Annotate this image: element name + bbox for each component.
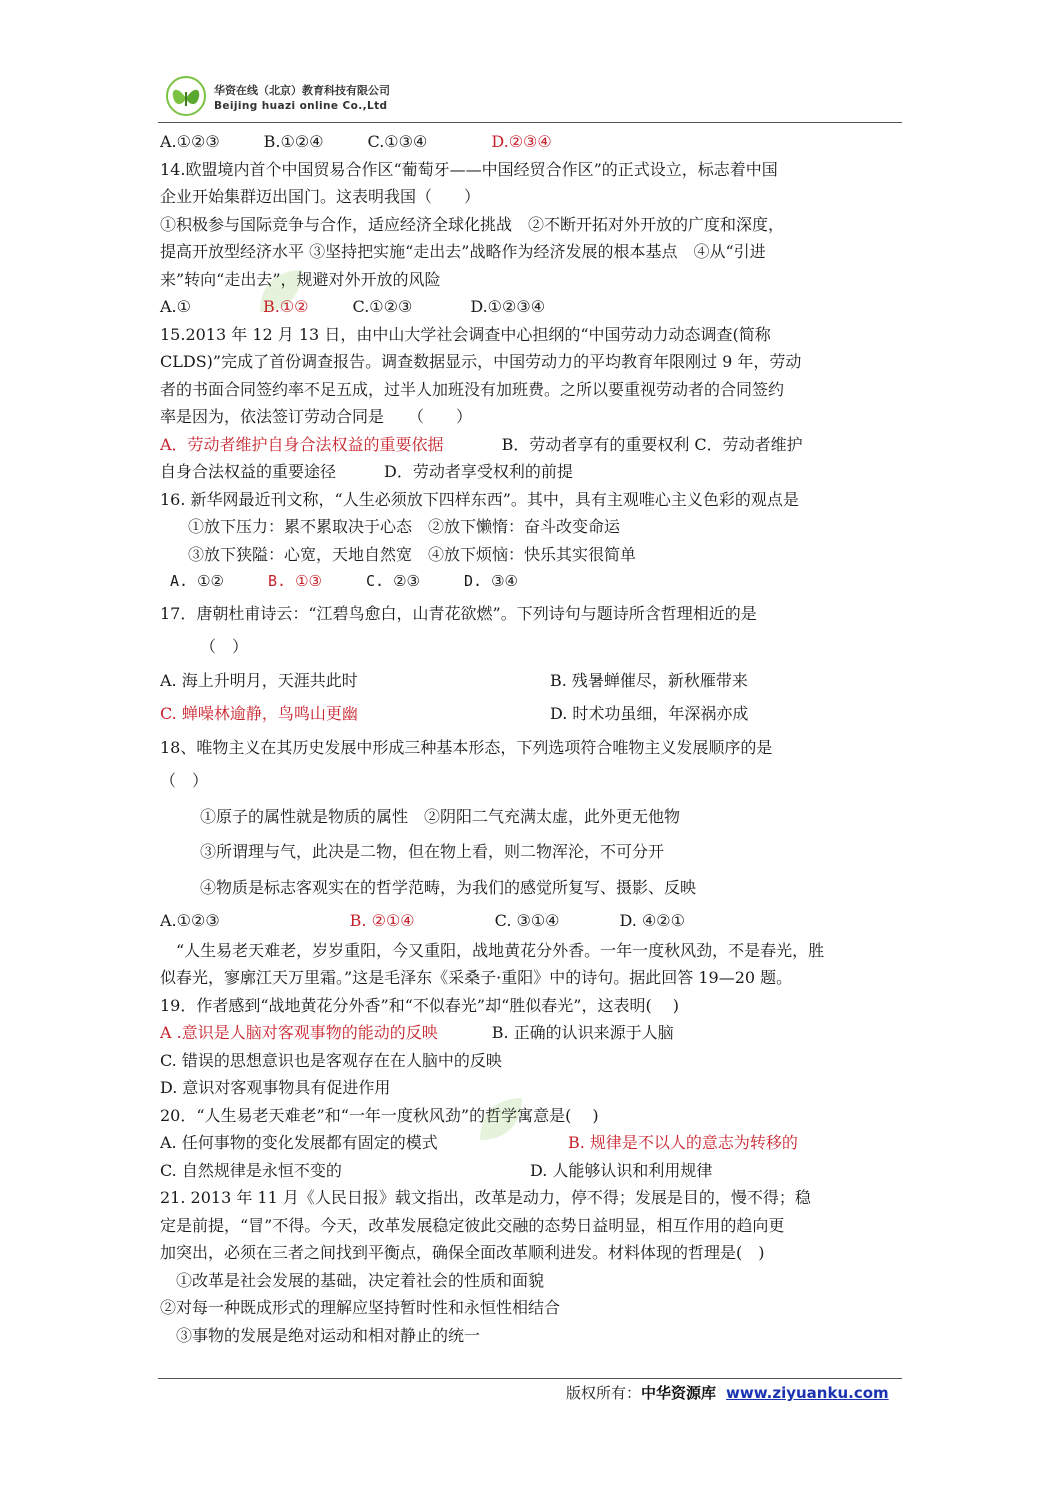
site-link[interactable]: www.ziyuanku.com [726,1384,889,1402]
q20-options-row: A. 任何事物的变化发展都有固定的模式 B. 规律是不以人的意志为转移的 [160,1129,900,1157]
q17-options-row: C. 蝉噪林逾静，鸟鸣山更幽 D. 时术功虽细，年深祸亦成 [160,700,900,728]
q16-line: 16. 新华网最近刊文称，“人生必须放下四样东西”。其中，具有主观唯心主义色彩的观点是 [160,489,799,509]
q21-line: 加突出，必须在三者之间找到平衡点，确保全面改革顺利进发。材料体现的哲理是( ) [160,1243,765,1262]
q15-options: 自身合法权益的重要途径 D．劳动者享受权利的前提 [160,462,573,481]
q15-line: 15.2013 年 12 月 13 日，由中山大学社会调查中心担纲的“中国劳动力动态调查(简称 [160,324,771,344]
q19-line: D. 意识对客观事物具有促进作用 [160,1078,391,1097]
exam-content [160,128,900,1349]
answer-option: B. ②①④ [349,911,415,930]
q13-options: A.①②③ B.①②④ C.①③④ D.②③④ [160,132,552,151]
q18-line: ①原子的属性就是物质的属性 ②阴阳二气充满太虚，此外更无他物 [200,806,681,826]
q19-line: 19．作者感到“战地黄花分外香”和“不似春光”却“胜似春光”，这表明( ) [160,995,680,1015]
q18-line: 18、唯物主义在其历史发展中形成三种基本形态，下列选项符合唯物主义发展顺序的是 [160,737,773,757]
q19-line: C. 错误的思想意识也是客观存在在人脑中的反映 [160,1050,502,1070]
answer-option: D.②③④ [491,132,552,151]
q19-options: A .意识是人脑对客观事物的能动的反映 B. 正确的认识来源于人脑 [160,1023,674,1042]
company-name-en: Beijing huazi online Co.,Ltd [214,100,388,112]
footer-rule [158,1378,902,1379]
q18-line: ④物质是标志客观实在的哲学范畴，为我们的感觉所复写、摄影、反映 [200,877,697,897]
header-rule [158,122,902,123]
q21-line: ②对每一种既成形式的理解应坚持暂时性和永恒性相结合 [160,1298,561,1317]
q15-line: 者的书面合同签约率不足五成，过半人加班没有加班费。之所以要重视劳动者的合同签约 [160,379,785,399]
q20-line: 20．“人生易老天难老”和“一年一度秋风劲”的哲学寓意是( ) [160,1105,599,1125]
poem-line: “人生易老天难老，岁岁重阳，今又重阳，战地黄花分外香。一年一度秋风劲，不是春光，胜 [176,940,825,960]
q14-line: 提高开放型经济水平 ③坚持把实施“走出去”战略作为经济发展的根本基点 ④从“引进 [160,242,766,261]
answer-option: B. 规律是不以人的意志为转移的 [568,1133,798,1152]
q18-options: A.①②③ B. ②①④ C. ③①④ D. ④②① [160,911,685,930]
q18-line: （ ） [160,771,209,790]
q21-line: ③事物的发展是绝对运动和相对静止的统一 [176,1325,481,1345]
q17-options-row: A. 海上升明月，天涯共此时 B. 残暑蝉催尽，新秋雁带来 [160,670,748,690]
answer-option: C. 蝉噪林逾静，鸟鸣山更幽 [160,704,358,723]
answer-option: A .意识是人脑对客观事物的能动的反映 [160,1023,438,1042]
q16-options: A. ①② B. ①③ C. ②③ D. ③④ [170,572,518,590]
footer [566,1382,889,1403]
q14-line: 来”转向“走出去”，规避对外开放的风险 [160,269,441,289]
q17-line: （ ） [200,637,249,656]
q17-line: 17．唐朝杜甫诗云：“江碧鸟愈白，山青花欲燃”。下列诗句与题诗所含哲理相近的是 [160,603,757,623]
poem-line: 似春光，寥廓江天万里霜。”这是毛泽东《采桑子·重阳》中的诗句。据此回答 19—20 题。 [160,968,793,987]
q21-line: ①改革是社会发展的基础，决定着社会的性质和面貌 [176,1270,545,1290]
q14-options: A.① B.①② C.①②③ D.①②③④ [160,297,546,316]
q15-line: CLDS)”完成了首份调查报告。调查数据显示，中国劳动力的平均教育年限刚过 9 年，劳动 [160,352,802,371]
q21-line: 定是前提，“冒”不得。今天，改革发展稳定彼此交融的态势日益明显，相互作用的趋向更 [160,1215,785,1235]
q14-line: ①积极参与国际竞争与合作，适应经济全球化挑战 ②不断开拓对外开放的广度和深度， [160,214,785,234]
q20-options-row: C. 自然规律是永恒不变的 D. 人能够认识和利用规律 [160,1160,713,1180]
site-name: 中华资源库 [641,1384,717,1402]
q16-line: ①放下压力：累不累取决于心态 ②放下懒惰：奋斗改变命运 [188,517,621,536]
company-name-cn: 华资在线（北京）教育科技有限公司 [214,84,390,97]
q21-line: 21. 2013 年 11 月《人民日报》载文指出，改革是动力，停不得；发展是目的，慢不得；稳 [160,1188,811,1207]
q15-line: 率是因为，依法签订劳动合同是 （ ） [160,407,473,426]
answer-option: A．劳动者维护自身合法权益的重要依据 [160,434,444,454]
butterfly-logo-icon [166,76,206,116]
q16-line: ③放下狭隘：心宽，天地自然宽 ④放下烦恼：快乐其实很简单 [188,544,637,564]
q18-line: ③所谓理与气，此决是二物，但在物上看，则二物浑沦，不可分开 [200,842,665,861]
answer-option: B. ①③ [268,572,322,590]
q14-line: 企业开始集群迈出国门。这表明我国（ ） [160,187,481,206]
copyright-label: 版权所有： [566,1384,642,1402]
q15-options: A．劳动者维护自身合法权益的重要依据 B．劳动者享有的重要权利 C．劳动者维护 [160,434,803,454]
q14-line: 14.欧盟境内首个中国贸易合作区“葡萄牙——中国经贸合作区”的正式设立，标志着中国 [160,159,778,179]
answer-option: B.①② [262,297,309,316]
